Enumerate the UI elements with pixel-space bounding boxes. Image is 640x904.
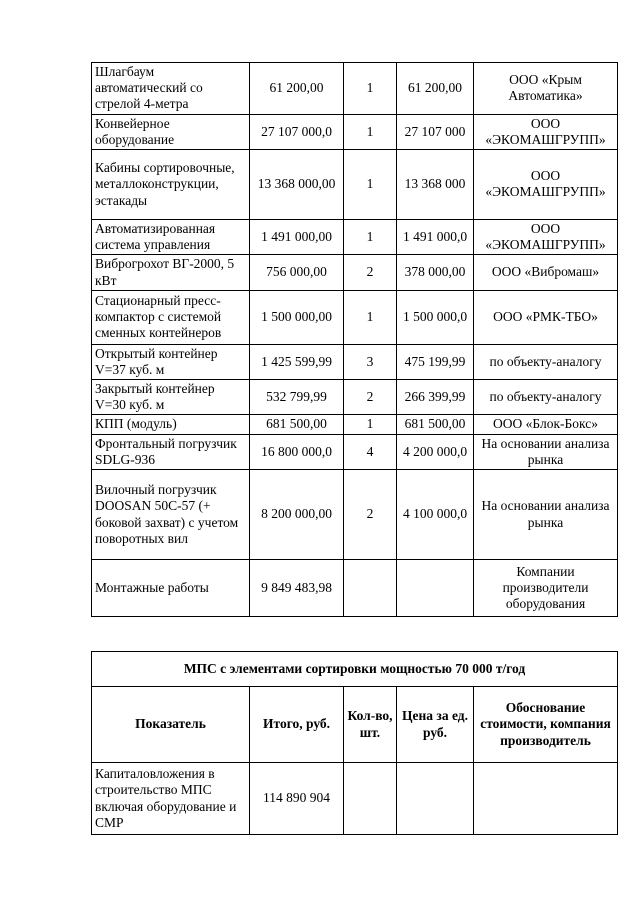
item-unit-price: 266 399,99	[397, 380, 474, 415]
item-total: 13 368 000,00	[250, 149, 344, 219]
item-name: Шлагбаум автоматический со стрелой 4-метра	[92, 63, 250, 115]
item-source: по объекту-аналогу	[474, 344, 618, 379]
table-row	[92, 63, 618, 115]
header-qty: Кол-во, шт.	[344, 687, 397, 763]
table-row	[92, 470, 618, 560]
summary-item-qty	[344, 763, 397, 835]
item-qty: 3	[344, 344, 397, 379]
item-unit-price: 13 368 000	[397, 149, 474, 219]
item-name: Открытый контейнер V=37 куб. м	[92, 344, 250, 379]
table-row	[92, 219, 618, 254]
item-unit-price: 1 491 000,0	[397, 219, 474, 254]
item-name: Автоматизированная система управления	[92, 219, 250, 254]
item-qty: 4	[344, 434, 397, 469]
header-indicator: Показатель	[92, 687, 250, 763]
item-source: ООО «ЭКОМАШГРУПП»	[474, 219, 618, 254]
item-qty: 2	[344, 255, 397, 290]
table-row	[92, 415, 618, 434]
item-qty: 1	[344, 219, 397, 254]
item-total: 1 425 599,99	[250, 344, 344, 379]
summary-item-unit-price	[397, 763, 474, 835]
item-qty	[344, 560, 397, 617]
item-source: На основании анализа рынка	[474, 470, 618, 560]
item-unit-price: 4 200 000,0	[397, 434, 474, 469]
item-source: ООО «ЭКОМАШГРУПП»	[474, 114, 618, 149]
item-name: Виброгрохот ВГ-2000, 5 кВт	[92, 255, 250, 290]
item-qty: 1	[344, 149, 397, 219]
header-unit-price: Цена за ед. руб.	[397, 687, 474, 763]
item-name: КПП (модуль)	[92, 415, 250, 434]
item-name: Стационарный пресс-компактор с системой сменных контейнеров	[92, 290, 250, 344]
item-source: ООО «РМК-ТБО»	[474, 290, 618, 344]
header-total: Итого, руб.	[250, 687, 344, 763]
item-total: 16 800 000,0	[250, 434, 344, 469]
summary-item-name: Капиталовложения в строительство МПС включая оборудование и СМР	[92, 763, 250, 835]
item-unit-price: 4 100 000,0	[397, 470, 474, 560]
summary-header-row	[92, 687, 618, 763]
summary-title: МПС с элементами сортировки мощностью 70 000 т/год	[92, 652, 618, 687]
item-unit-price: 475 199,99	[397, 344, 474, 379]
table-row	[92, 560, 618, 617]
item-name: Монтажные работы	[92, 560, 250, 617]
item-total: 8 200 000,00	[250, 470, 344, 560]
item-source: На основании анализа рынка	[474, 434, 618, 469]
item-qty: 1	[344, 114, 397, 149]
summary-title-row	[92, 652, 618, 687]
item-unit-price	[397, 560, 474, 617]
item-total: 532 799,99	[250, 380, 344, 415]
item-qty: 1	[344, 63, 397, 115]
item-qty: 1	[344, 415, 397, 434]
item-qty: 2	[344, 380, 397, 415]
item-source: ООО «Вибромаш»	[474, 255, 618, 290]
item-total: 681 500,00	[250, 415, 344, 434]
equipment-cost-table	[91, 62, 618, 617]
table-row	[92, 114, 618, 149]
item-unit-price: 681 500,00	[397, 415, 474, 434]
table-row	[92, 380, 618, 415]
summary-table	[91, 651, 618, 835]
item-name: Конвейерное оборудование	[92, 114, 250, 149]
item-unit-price: 27 107 000	[397, 114, 474, 149]
item-total: 9 849 483,98	[250, 560, 344, 617]
item-name: Вилочный погрузчик DOOSAN 50С-57 (+ боковой захват) с учетом поворотных вил	[92, 470, 250, 560]
table-row	[92, 344, 618, 379]
item-unit-price: 61 200,00	[397, 63, 474, 115]
summary-item-source	[474, 763, 618, 835]
item-unit-price: 378 000,00	[397, 255, 474, 290]
item-total: 61 200,00	[250, 63, 344, 115]
item-source: ООО «ЭКОМАШГРУПП»	[474, 149, 618, 219]
item-total: 27 107 000,0	[250, 114, 344, 149]
item-total: 1 500 000,00	[250, 290, 344, 344]
item-total: 756 000,00	[250, 255, 344, 290]
item-source: Компании производители оборудования	[474, 560, 618, 617]
item-unit-price: 1 500 000,0	[397, 290, 474, 344]
item-name: Закрытый контейнер V=30 куб. м	[92, 380, 250, 415]
summary-item-total: 114 890 904	[250, 763, 344, 835]
table-row	[92, 255, 618, 290]
table-row	[92, 149, 618, 219]
item-qty: 1	[344, 290, 397, 344]
table-row	[92, 290, 618, 344]
header-justification: Обоснование стоимости, компания производитель	[474, 687, 618, 763]
item-source: по объекту-аналогу	[474, 380, 618, 415]
item-name: Кабины сортировочные, металлоконструкции, эстакады	[92, 149, 250, 219]
item-source: ООО «Крым Автоматика»	[474, 63, 618, 115]
item-qty: 2	[344, 470, 397, 560]
item-total: 1 491 000,00	[250, 219, 344, 254]
table-row	[92, 763, 618, 835]
item-source: ООО «Блок-Бокс»	[474, 415, 618, 434]
item-name: Фронтальный погрузчик SDLG-936	[92, 434, 250, 469]
table-row	[92, 434, 618, 469]
